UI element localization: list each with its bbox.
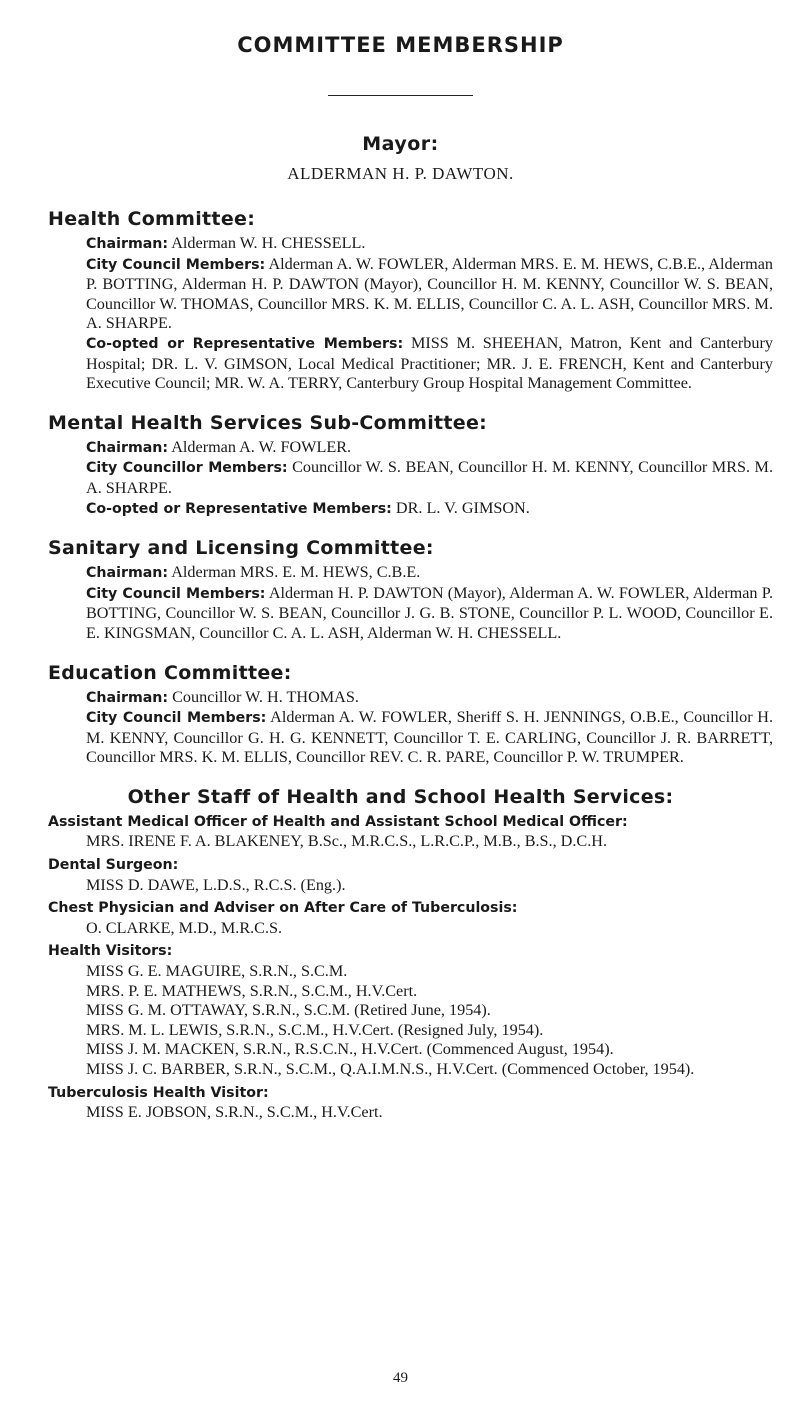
mayor-heading: Mayor: [362,133,439,155]
chairman-label: Chairman: [86,565,169,582]
chairman-label: Chairman: [86,439,169,456]
list-item: MISS G. E. MAGUIRE, S.R.N., S.C.M. [86,962,348,981]
amo-entry [48,832,773,852]
members-label: City Council Members: [86,710,267,727]
mental-chairman: Alderman A. W. FOWLER. [171,437,352,456]
list-item: MISS G. M. OTTAWAY, S.R.N., S.C.M. (Retired June, 1954). [86,1001,491,1020]
dental-entry [48,876,773,896]
mental-members: Councillor W. S. BEAN, Councillor H. M. KENNY, Councillor MRS. M. A. SHARPE. [86,458,773,497]
mental-health-title: Mental Health Services Sub-Committee: [48,411,488,434]
education-section [48,661,773,768]
coopted-label: Co-opted or Representative Members: [86,335,404,352]
coopted-label: Co-opted or Representative Members: [86,500,392,517]
sanitary-members-entry [48,584,773,644]
list-item: MRS. M. L. LEWIS, S.R.N., S.C.M., H.V.Cert. (Resigned July, 1954). [86,1020,544,1039]
members-label: City Council Members: [86,256,266,273]
mental-health-section [48,411,773,519]
education-chairman-entry [48,688,773,709]
tb-visitor-label: Tuberculosis Health Visitor: [48,1084,269,1101]
mental-chairman-entry [48,438,773,459]
mental-members-entry [48,458,773,498]
sanitary-title: Sanitary and Licensing Committee: [48,537,434,560]
chairman-label: Chairman: [86,689,169,706]
health-visitors-list [48,962,773,1080]
health-committee-section [48,207,773,394]
page-title: COMMITTEE MEMBERSHIP [237,33,564,57]
visitors-label: Health Visitors: [48,943,173,960]
chest-label: Chest Physician and Adviser on After Care of Tuberculosis: [48,900,518,917]
education-title: Education Committee: [48,661,292,684]
dental-label: Dental Surgeon: [48,857,179,874]
list-item: MISS J. C. BARBER, S.R.N., S.C.M., Q.A.I.M.N.S., H.V.Cert. (Commenced October, 1954). [86,1060,695,1078]
amo-label: Assistant Medical Officer of Health and Assistant School Medical Officer: [48,813,628,830]
health-members: Alderman A. W. FOWLER, Alderman MRS. E. M. HEWS, C.B.E., Alderman P. BOTTING, Alderman H. P. DAWTON (Mayor), Councillor H. M. KENNY, Councillor W. S. BEAN, Councillor W. THOMAS, Councillor MRS. K. M. ELLIS, Councillor C. A. L. ASH, Councillor MRS. M. A. SHARPE. [86,254,774,333]
health-committee-title: Health Committee: [48,208,256,230]
amo-name: MRS. IRENE F. A. BLAKENEY, B.Sc., M.R.C.S., L.R.C.P., M.B., B.S., D.C.H. [86,832,607,851]
tb-visitor-name: MISS E. JOBSON, S.R.N., S.C.M., H.V.Cert. [86,1103,383,1122]
tb-visitor-entry [48,1103,773,1123]
health-coopted: MISS M. SHEEHAN, Matron, Kent and Canterbury Hospital; DR. L. V. GIMSON, Local Medical Practitioner; MR. J. E. FRENCH, Kent and Canterbury Executive Council; MR. W. A. TERRY, Canterbury Group Hospital Management Committee. [86,333,773,393]
title-rule [328,95,473,96]
other-staff-title: Other Staff of Health and School Health Services: [127,785,674,808]
education-members: Alderman A. W. FOWLER, Sheriff S. H. JENNINGS, O.B.E., Councillor H. M. KENNY, Councillor G. H. G. KENNETT, Councillor T. E. CARLING, Councillor J. R. BARRETT, Councillor MRS. K. M. ELLIS, Councillor REV. C. R. PARE, Councillor P. W. TRUMPER. [86,708,774,767]
sanitary-chairman: Alderman MRS. E. M. HEWS, C.B.E. [171,563,421,582]
sanitary-section [48,536,773,643]
members-label: City Council Members: [86,585,266,602]
health-members-entry [48,255,773,334]
health-chairman-entry [48,234,773,255]
list-item: MRS. P. E. MATHEWS, S.R.N., S.C.M., H.V.Cert. [86,981,418,1000]
health-coopted-entry [48,334,773,394]
mayor-name: ALDERMAN H. P. DAWTON. [287,164,514,183]
chest-name: O. CLARKE, M.D., M.R.C.S. [86,918,283,937]
other-staff-section [48,785,773,1123]
page-number: 49 [393,1370,408,1386]
chairman-label: Chairman: [86,236,169,252]
members-label: City Councillor Members: [86,460,288,477]
education-members-entry [48,708,773,768]
sanitary-members: Alderman H. P. DAWTON (Mayor), Alderman A. W. FOWLER, Alderman P. BOTTING, Councillor W. S. BEAN, Councillor J. G. B. STONE, Councillor P. L. WOOD, Councillor E. E. KINGSMAN, Councillor C. A. L. ASH, Alderman W. H. CHESSELL. [86,583,774,642]
list-item: MISS J. M. MACKEN, S.R.N., R.S.C.N., H.V.Cert. (Commenced August, 1954). [86,1040,614,1059]
chest-entry [48,919,773,939]
mental-coopted-entry [48,499,773,520]
dental-name: MISS D. DAWE, L.D.S., R.C.S. (Eng.). [86,875,346,894]
education-chairman: Councillor W. H. THOMAS. [172,687,359,706]
committee-list [48,207,773,1140]
sanitary-chairman-entry [48,563,773,584]
health-chairman: Alderman W. H. CHESSELL. [171,234,366,252]
mental-coopted: DR. L. V. GIMSON. [395,498,530,517]
